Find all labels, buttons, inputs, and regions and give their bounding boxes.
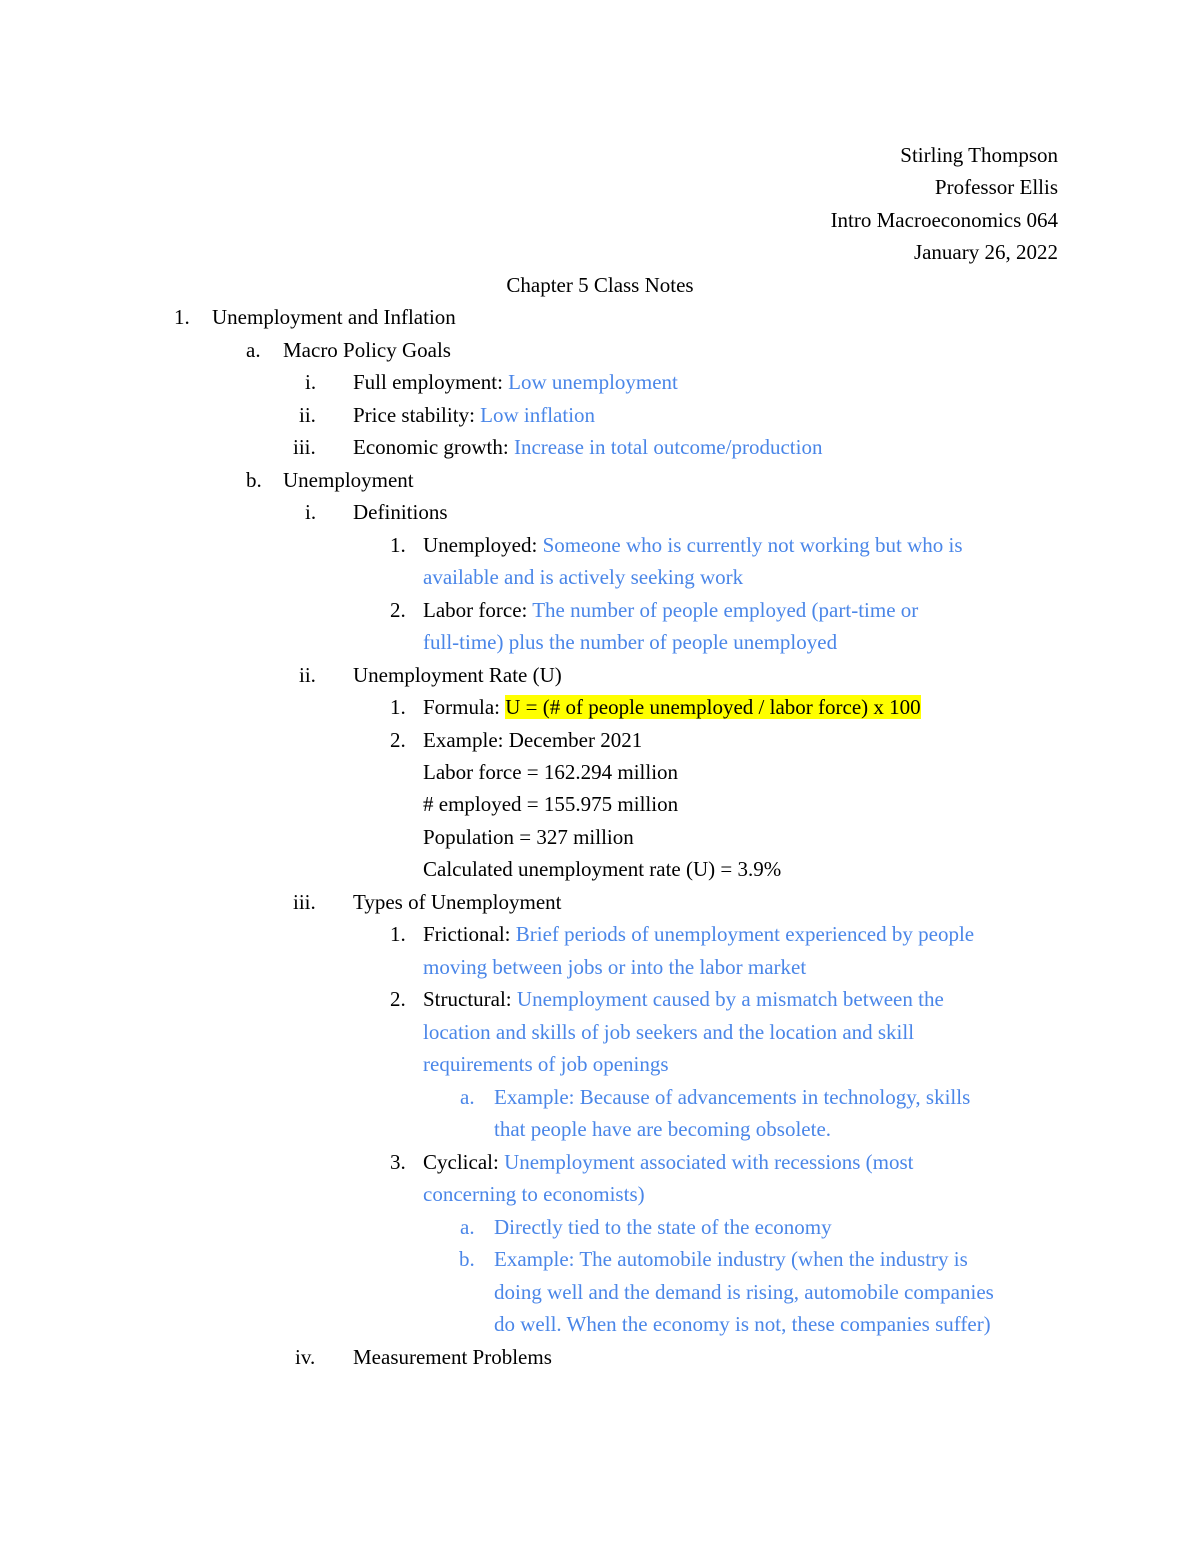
list-item: Unemployment Rate (U): [353, 663, 562, 687]
term: Full employment:: [353, 370, 503, 394]
list-item: [353, 403, 595, 428]
definition-continued: location and skills of job seekers and the location and skill: [423, 1020, 915, 1044]
outline-marker: a.: [246, 338, 261, 362]
term: Unemployed:: [423, 533, 538, 557]
professor-name: Professor Ellis: [934, 175, 1058, 199]
definition-continued: concerning to economists): [423, 1182, 645, 1206]
definition: Someone who is currently not working but who is: [542, 533, 963, 557]
outline-marker: 1.: [390, 922, 406, 946]
course-name: Intro Macroeconomics 064: [830, 208, 1058, 232]
definition: The number of people employed (part-time or: [532, 598, 919, 622]
list-item: [353, 435, 822, 460]
list-item: Example: Because of advancements in technology, skills: [494, 1085, 971, 1109]
list-item: [423, 987, 944, 1012]
definition: Unemployment caused by a mismatch between the: [516, 987, 944, 1011]
list-item: [353, 370, 678, 395]
outline-marker: 1.: [174, 305, 190, 329]
outline-marker: i.: [305, 500, 317, 524]
outline-marker: 2.: [390, 987, 406, 1011]
outline-marker: i.: [305, 370, 317, 394]
example-line: Population = 327 million: [423, 825, 634, 849]
list-item: Types of Unemployment: [353, 890, 562, 914]
definition-continued: available and is actively seeking work: [423, 565, 744, 589]
definition-continued: full-time) plus the number of people unemployed: [423, 630, 838, 654]
list-item: Example: December 2021: [423, 728, 643, 752]
definition-continued: requirements of job openings: [423, 1052, 669, 1076]
outline-marker: 2.: [390, 598, 406, 622]
definition: Low unemployment: [508, 370, 678, 394]
outline-marker: iii.: [293, 890, 316, 914]
list-item: [423, 1150, 913, 1175]
list-item: [423, 598, 918, 623]
subsection-heading: Unemployment: [283, 468, 414, 492]
outline-marker: b.: [459, 1247, 475, 1271]
outline-marker: 1.: [390, 533, 406, 557]
outline-marker: 2.: [390, 728, 406, 752]
list-item: Measurement Problems: [353, 1345, 552, 1369]
example-line: # employed = 155.975 million: [423, 792, 679, 816]
outline-marker: iv.: [295, 1345, 316, 1369]
term: Cyclical:: [423, 1150, 499, 1174]
definition-continued: do well. When the economy is not, these companies suffer): [494, 1312, 991, 1336]
section-heading: Unemployment and Inflation: [212, 305, 456, 329]
outline-marker: b.: [246, 468, 262, 492]
term: Structural:: [423, 987, 512, 1011]
subsection-heading: Macro Policy Goals: [283, 338, 451, 362]
term: Labor force:: [423, 598, 528, 622]
outline-marker: a.: [460, 1085, 475, 1109]
term: Frictional:: [423, 922, 511, 946]
student-name: Stirling Thompson: [900, 143, 1058, 167]
outline-marker: ii.: [299, 403, 316, 427]
definition-continued: moving between jobs or into the labor market: [423, 955, 807, 979]
outline-marker: 1.: [390, 695, 406, 719]
highlighted-formula: U = (# of people unemployed / labor force) x 100: [505, 695, 921, 719]
example-line: Labor force = 162.294 million: [423, 760, 679, 784]
definition-continued: that people have are becoming obsolete.: [494, 1117, 832, 1141]
outline-marker: iii.: [293, 435, 316, 459]
outline-marker: ii.: [299, 663, 316, 687]
term: Formula:: [423, 695, 500, 719]
term: Price stability:: [353, 403, 475, 427]
page-title: Chapter 5 Class Notes: [506, 273, 694, 297]
definition: Unemployment associated with recessions (most: [504, 1150, 914, 1174]
example-line: Calculated unemployment rate (U) = 3.9%: [423, 857, 782, 881]
definition: Increase in total outcome/production: [513, 435, 823, 459]
definition-continued: doing well and the demand is rising, automobile companies: [494, 1280, 994, 1304]
term: Economic growth:: [353, 435, 509, 459]
list-item: [423, 695, 921, 720]
outline-marker: a.: [460, 1215, 475, 1239]
list-item: [423, 533, 963, 558]
date: January 26, 2022: [913, 240, 1058, 264]
definition: Brief periods of unemployment experienced by people: [515, 922, 975, 946]
outline-marker: 3.: [390, 1150, 406, 1174]
list-item: Definitions: [353, 500, 448, 524]
list-item: [423, 922, 974, 947]
list-item: Directly tied to the state of the economy: [494, 1215, 832, 1239]
list-item: Example: The automobile industry (when the industry is: [494, 1247, 968, 1271]
definition: Low inflation: [480, 403, 596, 427]
